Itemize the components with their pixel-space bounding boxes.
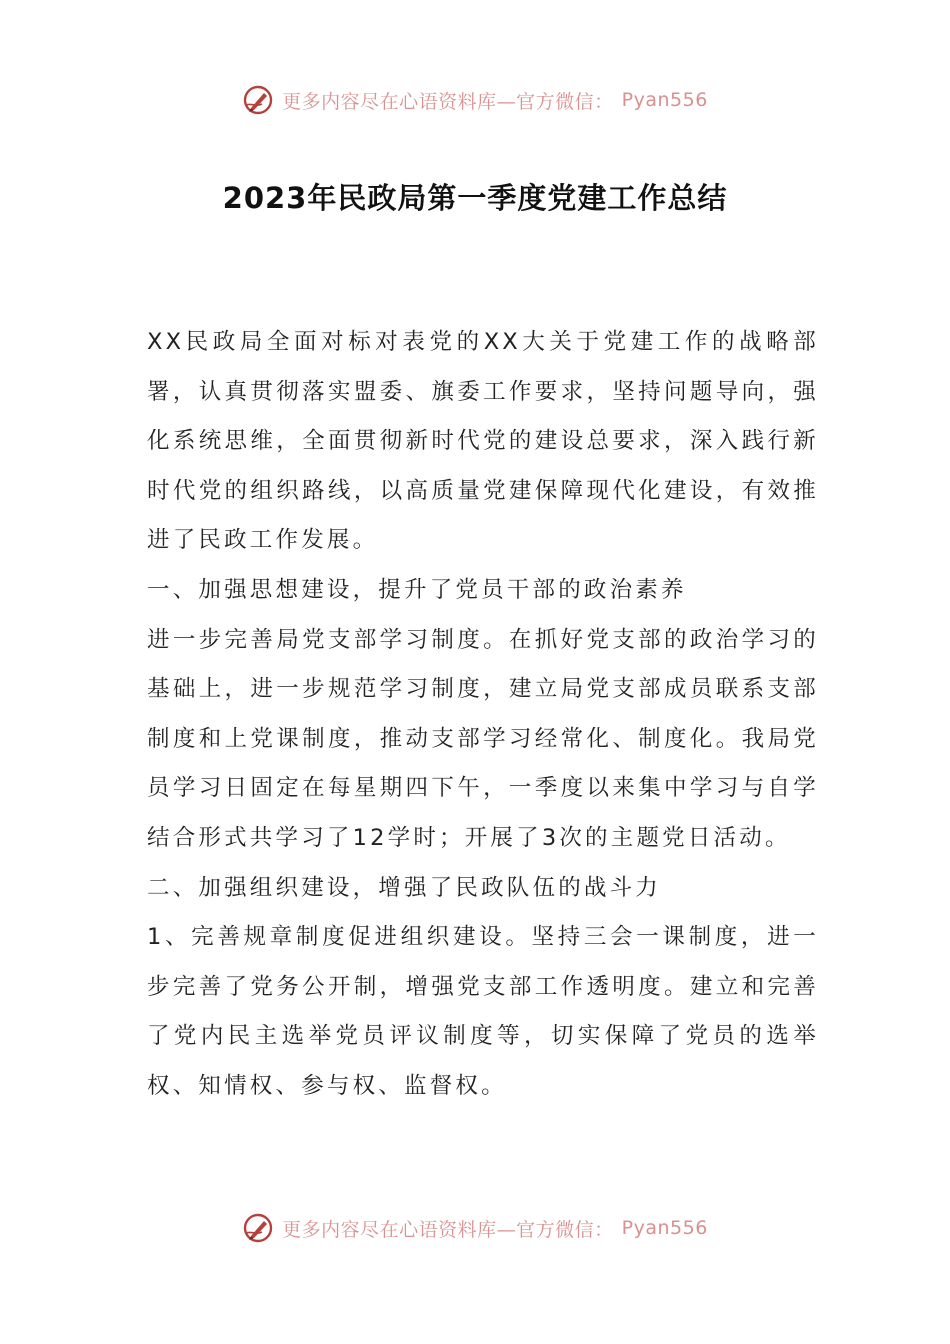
header-watermark — [0, 84, 950, 116]
section-heading-1: 一、加强思想建设，提升了党员干部的政治素养 — [147, 576, 687, 603]
watermark-text: 更多内容尽在心语资料库—官方微信： — [282, 1218, 614, 1241]
section-2-paragraph: 1、完善规章制度促进组织建设。坚持三会一课制度，进一步完善了党务公开制，增强党支部工作透明度。建立和完善了党内民主选举党员评议制度等，切实保障了党员的选举权、知情权、参与权、监督权。 — [147, 924, 819, 1099]
watermark-handle: Pyan556 — [621, 1217, 708, 1239]
watermark-text: 更多内容尽在心语资料库—官方微信： — [282, 90, 614, 113]
section-1-paragraph: 进一步完善局党支部学习制度。在抓好党支部的政治学习的基础上，进一步规范学习制度，建立局党支部成员联系支部制度和上党课制度，推动支部学习经常化、制度化。我局党员学习日固定在每星期四下午，一季度以来集中学习与自学结合形式共学习了12学时；开展了3次的主题党日活动。 — [147, 626, 819, 851]
section-heading-2: 二、加强组织建设，增强了民政队伍的战斗力 — [147, 874, 662, 901]
intro-paragraph: XX民政局全面对标对表党的XX大关于党建工作的战略部署，认真贯彻落实盟委、旗委工作要求，坚持问题导向，强化系统思维，全面贯彻新时代党的建设总要求，深入践行新时代党的组织路线，以高质量党建保障现代化建设，有效推进了民政工作发展。 — [147, 329, 819, 554]
watermark-handle: Pyan556 — [621, 89, 708, 111]
pen-circle-logo-icon — [242, 84, 274, 116]
footer-watermark — [0, 1212, 950, 1244]
document-title: 2023年民政局第一季度党建工作总结 — [222, 181, 728, 215]
document-body — [147, 318, 819, 1112]
pen-circle-logo-icon — [242, 1212, 274, 1244]
